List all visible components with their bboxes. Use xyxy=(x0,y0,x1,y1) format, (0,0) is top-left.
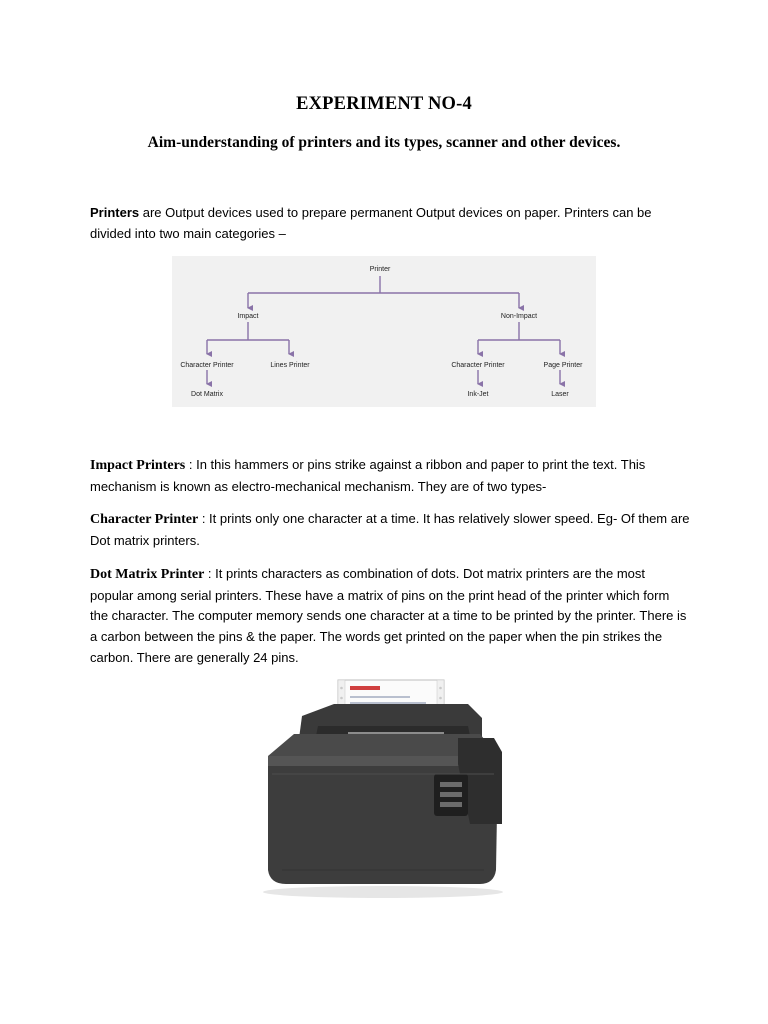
printer-classification-diagram xyxy=(172,256,596,407)
aim-heading xyxy=(0,134,768,152)
diagram-svg xyxy=(172,256,596,407)
node-non-impact: Non-Impact xyxy=(500,313,538,320)
term-impact-printers: Impact Printers xyxy=(90,458,186,473)
node-printer: Printer xyxy=(369,266,391,273)
node-lines-printer: Lines Printer xyxy=(270,362,310,369)
node-ink-jet: Ink-Jet xyxy=(467,391,489,398)
paragraph-impact-printers xyxy=(90,455,690,497)
text-character-printer: : It prints only one character at a time. It has relatively slower speed. Eg- Of them are Dot matrix printers. xyxy=(90,511,690,548)
term-character-printer: Character Printer xyxy=(90,512,199,527)
term-printers: Printers xyxy=(90,205,140,220)
paragraph-dot-matrix-printer xyxy=(90,564,690,669)
dot-matrix-printer-image xyxy=(258,674,508,900)
term-dot-matrix-printer: Dot Matrix Printer xyxy=(90,567,205,582)
node-laser: Laser xyxy=(551,391,569,398)
text-printers: are Output devices used to prepare permanent Output devices on paper. Printers can be divided into two main categories – xyxy=(90,205,652,241)
aim-label: Aim xyxy=(147,134,177,151)
node-impact-character-printer: Character Printer xyxy=(180,362,234,369)
aim-text: -understanding of printers and its types, scanner and other devices. xyxy=(176,134,621,151)
diagram-connectors xyxy=(207,276,560,384)
node-nonimpact-character-printer: Character Printer xyxy=(451,362,505,369)
node-page-printer: Page Printer xyxy=(543,362,583,369)
node-dot-matrix: Dot Matrix xyxy=(191,391,223,398)
paragraph-printers xyxy=(90,203,690,244)
paragraph-character-printer xyxy=(90,509,690,551)
text-dot-matrix-printer: : It prints characters as combination of dots. Dot matrix printers are the most popular among serial printers. These have a matrix of pins on the print head of the printer which form the character. The computer memory sends one character at a time to be printed by the printer. There is a carbon between the pins & the paper. The words get printed on the paper when the pin strikes the carbon. There are generally 24 pins. xyxy=(90,566,687,665)
document-title: EXPERIMENT NO-4 xyxy=(296,94,472,114)
node-impact: Impact xyxy=(237,313,259,320)
text-impact-printers: : In this hammers or pins strike against a ribbon and paper to print the text. This mechanism is known as electro-mechanical mechanism. They are of two types- xyxy=(90,457,646,494)
